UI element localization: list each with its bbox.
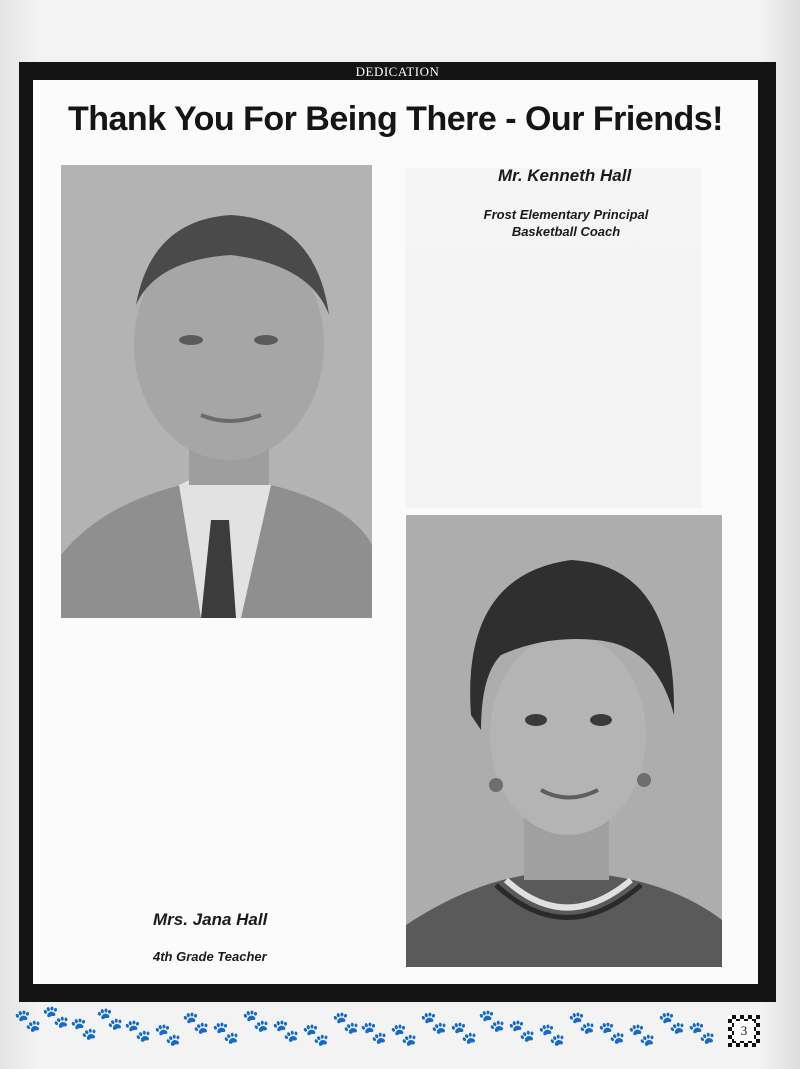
paw-print-icon: 🐾	[242, 1008, 270, 1033]
section-label: DEDICATION	[355, 64, 440, 79]
paw-print-icon: 🐾	[478, 1008, 506, 1033]
paw-print-icon: 🐾	[450, 1020, 478, 1045]
kenneth-hall-role: Frost Elementary Principal	[483, 207, 649, 222]
paw-print-icon: 🐾	[360, 1020, 388, 1045]
paw-print-border	[12, 1006, 722, 1046]
paw-print-icon: 🐾	[272, 1018, 300, 1043]
paw-print-icon: 🐾	[628, 1022, 656, 1047]
kenneth-hall-photo	[61, 165, 372, 618]
paw-print-icon: 🐾	[390, 1022, 418, 1047]
kenneth-hall-role: Basketball Coach	[511, 224, 621, 239]
paw-print-icon: 🐾	[302, 1022, 330, 1047]
paw-print-icon: 🐾	[420, 1010, 448, 1035]
paw-print-icon: 🐾	[96, 1006, 124, 1031]
kenneth-hall-name: Mr. Kenneth Hall	[498, 166, 632, 185]
kenneth-hall-roles	[453, 206, 679, 240]
paw-print-icon: 🐾	[658, 1010, 686, 1035]
page-number-box	[728, 1015, 760, 1047]
paw-print-icon: 🐾	[568, 1010, 596, 1035]
paw-print-icon: 🐾	[332, 1010, 360, 1035]
content-area	[33, 80, 758, 984]
paw-print-icon: 🐾	[124, 1018, 152, 1043]
page-title: Thank You For Being There - Our Friends!	[67, 100, 724, 138]
jana-hall-role: 4th Grade Teacher	[153, 949, 267, 964]
page-number: 3	[734, 1021, 754, 1041]
paw-print-icon: 🐾	[508, 1018, 536, 1043]
paw-print-icon: 🐾	[688, 1020, 716, 1045]
paw-print-icon: 🐾	[538, 1022, 566, 1047]
paw-print-icon: 🐾	[154, 1022, 182, 1047]
paw-print-icon: 🐾	[42, 1004, 70, 1029]
page-frame	[19, 62, 776, 1002]
paw-print-icon: 🐾	[598, 1020, 626, 1045]
jana-hall-photo	[406, 515, 722, 967]
paw-print-icon: 🐾	[70, 1016, 98, 1041]
paw-print-icon: 🐾	[182, 1010, 210, 1035]
jana-hall-name: Mrs. Jana Hall	[153, 910, 268, 929]
paw-print-icon: 🐾	[212, 1020, 240, 1045]
paw-print-icon: 🐾	[14, 1008, 42, 1033]
